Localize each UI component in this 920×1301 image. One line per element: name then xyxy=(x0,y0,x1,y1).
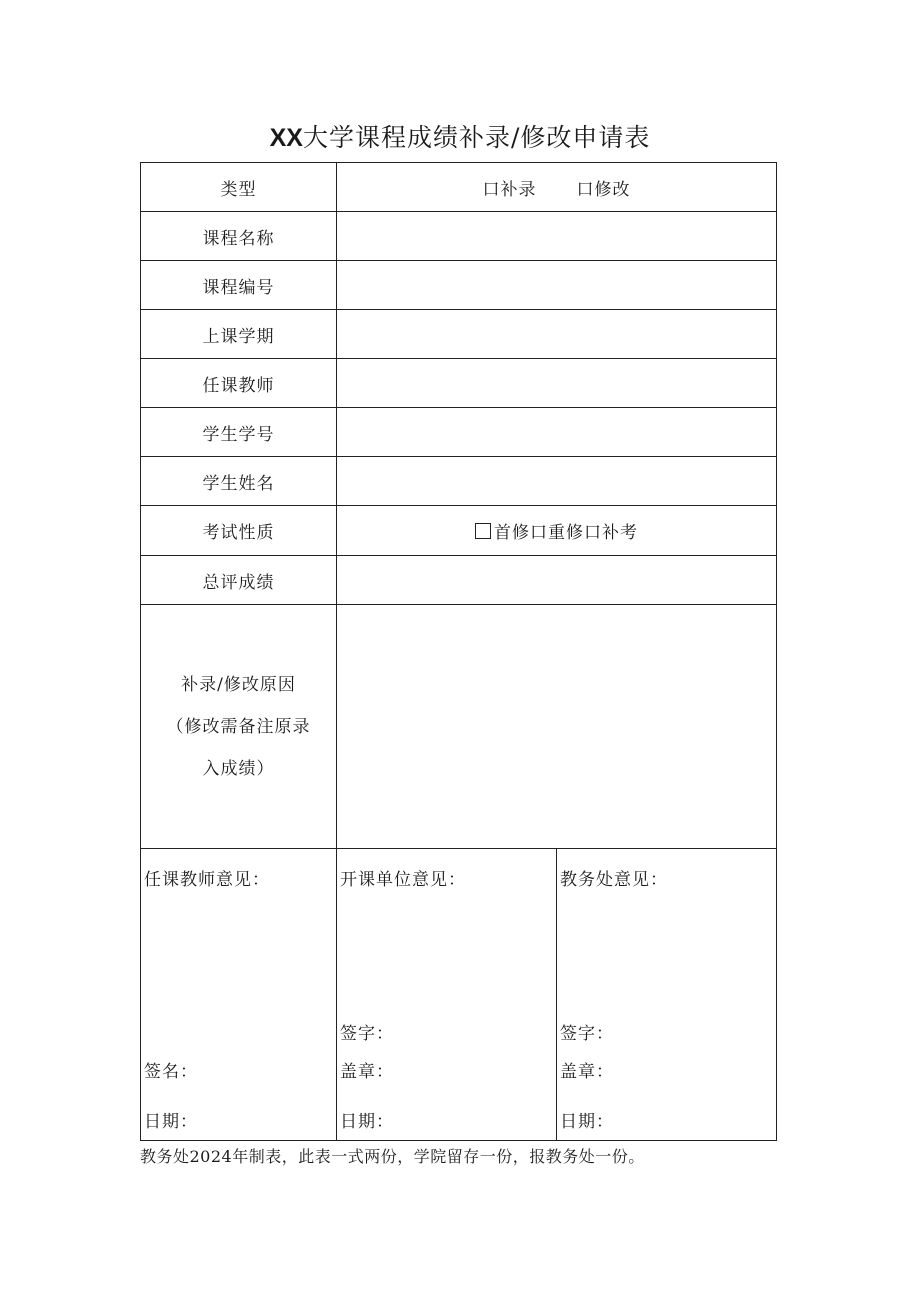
total-score-field[interactable] xyxy=(337,556,777,605)
option-retake[interactable]: 口重修 xyxy=(530,523,584,543)
teacher-date-label: 日期： xyxy=(144,1112,198,1132)
reason-line-3: 入成绩） xyxy=(202,758,275,779)
teacher-field[interactable] xyxy=(337,359,777,408)
dept-opinion-cell[interactable] xyxy=(337,849,557,1141)
label-type: 类型 xyxy=(141,163,337,212)
row-teacher xyxy=(141,359,777,408)
label-student-name: 学生姓名 xyxy=(141,457,337,506)
teacher-opinion-header: 任课教师意见： xyxy=(144,870,270,890)
reason-line-1: 补录/修改原因 xyxy=(181,674,296,695)
option-supplement[interactable]: 口补录 xyxy=(482,179,537,200)
label-exam-type: 考试性质 xyxy=(141,506,337,556)
row-semester xyxy=(141,310,777,359)
label-course-code: 课程编号 xyxy=(141,261,337,310)
row-opinions xyxy=(141,849,777,1141)
semester-field[interactable] xyxy=(337,310,777,359)
row-course-code xyxy=(141,261,777,310)
reason-line-2: （修改需备注原录 xyxy=(166,716,311,737)
type-options xyxy=(337,163,777,212)
office-date-label: 日期： xyxy=(560,1112,614,1132)
label-semester: 上课学期 xyxy=(141,310,337,359)
label-course-name: 课程名称 xyxy=(141,212,337,261)
page-title xyxy=(0,118,920,154)
student-id-field[interactable] xyxy=(337,408,777,457)
row-student-id xyxy=(141,408,777,457)
option-first-study[interactable]: 首修 xyxy=(494,523,530,543)
dept-opinion-header: 开课单位意见： xyxy=(340,870,466,890)
label-reason xyxy=(141,605,337,849)
teacher-opinion-cell[interactable] xyxy=(141,849,337,1141)
row-reason xyxy=(141,605,777,849)
exam-type-options xyxy=(337,506,777,556)
dept-signature-label: 签字： xyxy=(340,1024,394,1044)
option-makeup-exam[interactable]: 口补考 xyxy=(584,523,638,543)
office-signature-label: 签字： xyxy=(560,1024,614,1044)
application-form-table xyxy=(140,162,777,1141)
row-student-name xyxy=(141,457,777,506)
row-course-name xyxy=(141,212,777,261)
row-total-score xyxy=(141,556,777,605)
checkbox-icon[interactable] xyxy=(475,523,491,539)
option-modify[interactable]: 口修改 xyxy=(576,179,631,200)
student-name-field[interactable] xyxy=(337,457,777,506)
teacher-signature-label: 签名： xyxy=(144,1062,198,1082)
label-teacher: 任课教师 xyxy=(141,359,337,408)
footer-note: 教务处2024年制表，此表一式两份，学院留存一份，报教务处一份。 xyxy=(140,1147,645,1166)
title-prefix: XX xyxy=(269,124,303,152)
label-total-score: 总评成绩 xyxy=(141,556,337,605)
row-exam-type xyxy=(141,506,777,556)
course-name-field[interactable] xyxy=(337,212,777,261)
title-text: 大学课程成绩补录/修改申请表 xyxy=(302,123,651,152)
row-type xyxy=(141,163,777,212)
office-seal-label: 盖章： xyxy=(560,1062,614,1082)
course-code-field[interactable] xyxy=(337,261,777,310)
reason-field[interactable] xyxy=(337,605,777,849)
dept-seal-label: 盖章： xyxy=(340,1062,394,1082)
dept-date-label: 日期： xyxy=(340,1112,394,1132)
office-opinion-cell[interactable] xyxy=(557,849,777,1141)
label-student-id: 学生学号 xyxy=(141,408,337,457)
office-opinion-header: 教务处意见： xyxy=(560,870,668,890)
